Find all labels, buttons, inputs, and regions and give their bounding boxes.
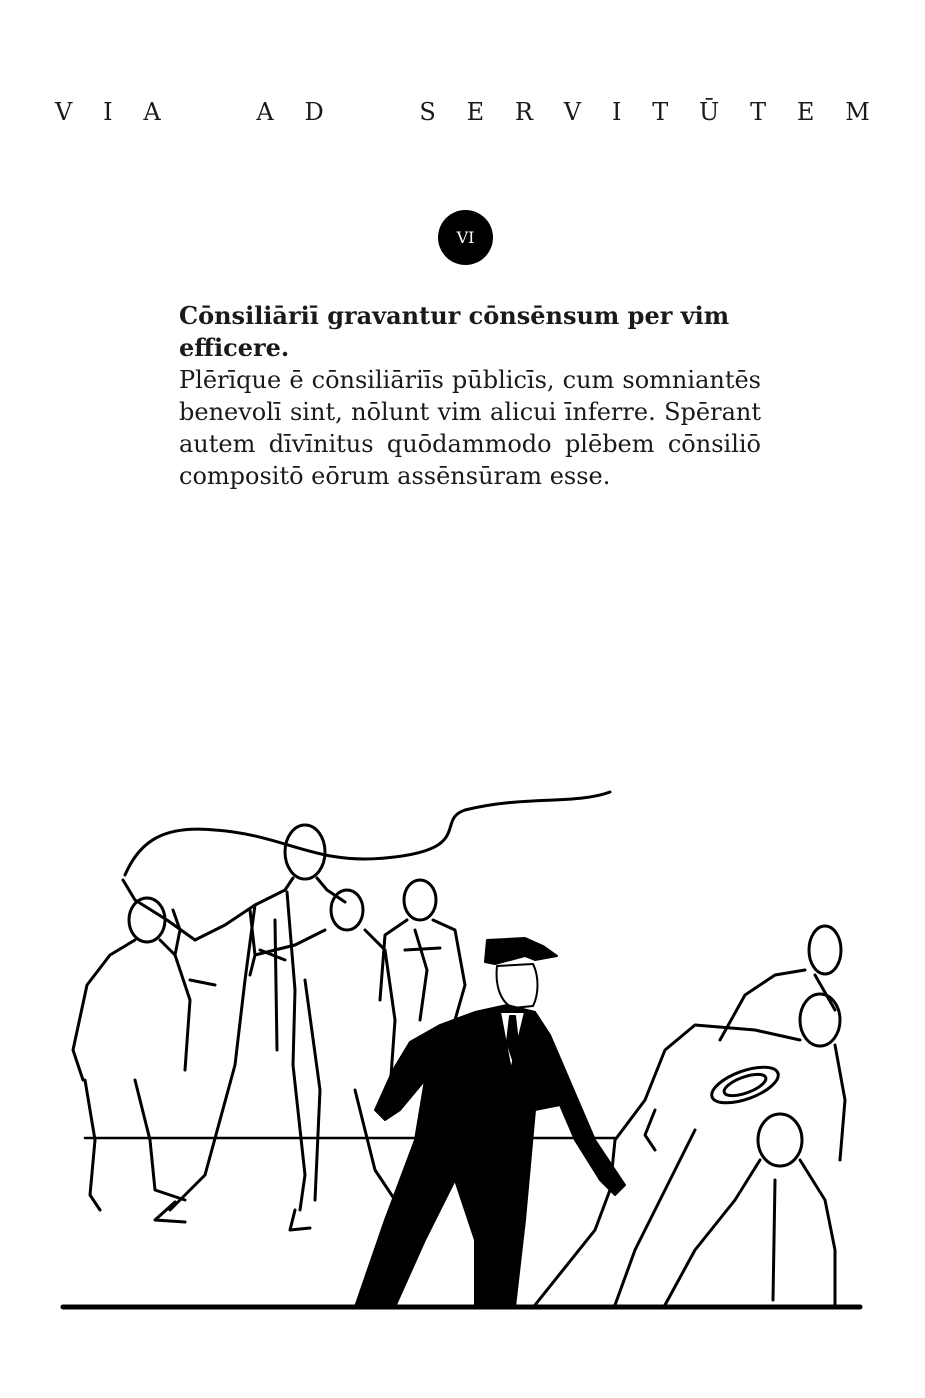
- illustration: [55, 780, 870, 1320]
- running-head: [0, 96, 925, 128]
- running-head-letter: T: [750, 98, 767, 126]
- word-gap: [355, 96, 389, 128]
- running-head-letter: D: [304, 98, 324, 126]
- running-head-letter: Ū: [699, 98, 720, 126]
- running-head-letter: T: [652, 98, 669, 126]
- running-head-letter: V: [563, 98, 582, 126]
- running-head-letter: I: [103, 98, 113, 126]
- running-head-letter: M: [845, 98, 870, 126]
- man-back-turned: [250, 890, 395, 1200]
- chapter-number: VI: [456, 228, 475, 247]
- running-head-letter: V: [55, 98, 73, 126]
- running-head-letter: A: [143, 98, 161, 126]
- running-head-letter: A: [256, 98, 274, 126]
- running-head-letter: E: [796, 98, 815, 126]
- running-head-letter: E: [466, 98, 485, 126]
- man-left: [73, 898, 215, 1210]
- running-head-letter: S: [419, 98, 436, 126]
- section: [179, 300, 761, 492]
- running-head-letter: R: [514, 98, 533, 126]
- section-heading: Cōnsiliāriī gravantur cōnsēnsum per vim efficere.: [179, 301, 730, 362]
- running-head-letter: I: [611, 98, 622, 126]
- word-gap: [192, 96, 226, 128]
- chapter-number-badge: [438, 210, 493, 265]
- section-body: Plērīque ē cōnsiliāriīs pūblicīs, cum somniantēs benevolī sint, nōlunt vim alicui īnferre. Spērant autem dīvīnitus quōdammodo plēbem cōnsiliō compositō eōrum assēnsūram esse.: [179, 366, 761, 490]
- man-in-black-suit: [355, 938, 625, 1307]
- whip: [125, 792, 610, 875]
